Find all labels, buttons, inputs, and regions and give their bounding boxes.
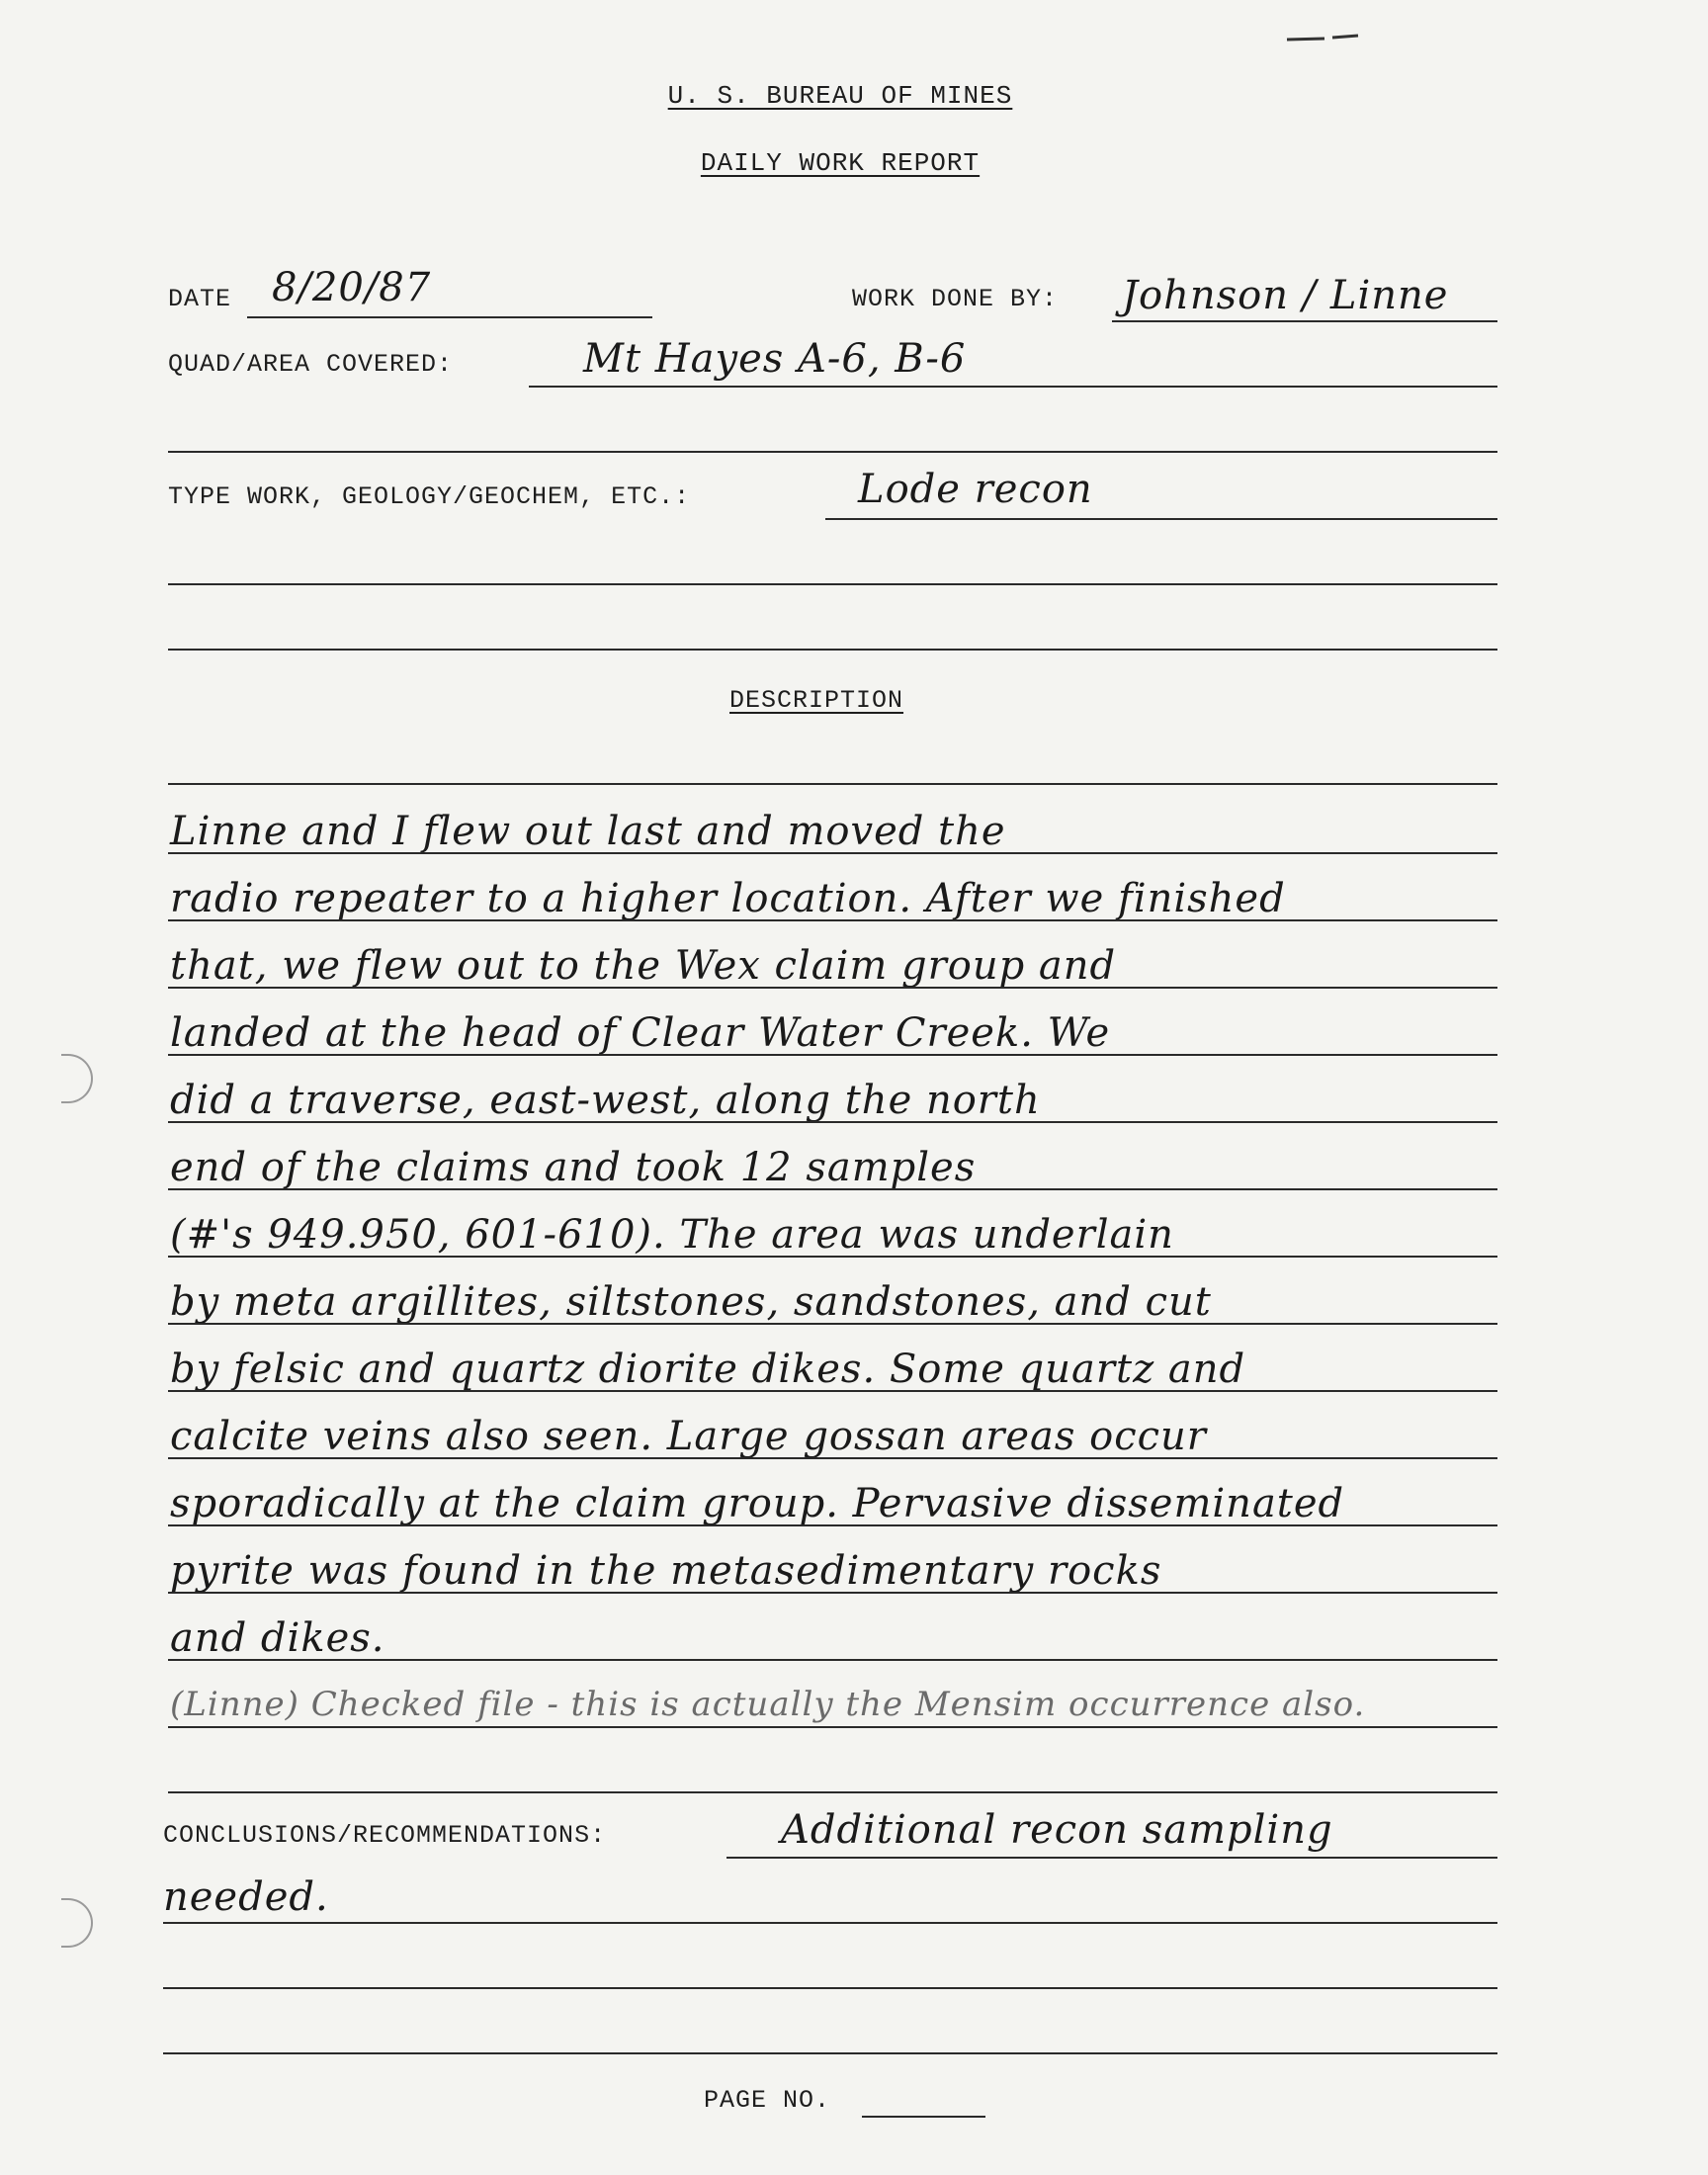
report-title: DAILY WORK REPORT [700, 148, 981, 178]
conclusions-label: CONCLUSIONS/RECOMMENDATIONS: [163, 1821, 607, 1850]
description-top-line [168, 783, 1497, 785]
rule-9 [168, 1390, 1497, 1392]
description-line-13: and dikes. [170, 1615, 385, 1661]
description-line-12: pyrite was found in the metasedimentary rocks [170, 1548, 1162, 1594]
agency-title: U. S. BUREAU OF MINES [667, 81, 1013, 111]
type-work-label: TYPE WORK, GEOLOGY/GEOCHEM, ETC.: [168, 482, 691, 511]
description-note: (Linne) Checked file - this is actually the Mensim occurrence also. [170, 1685, 1366, 1724]
type-work-line-2 [168, 583, 1497, 585]
description-line-8: by meta argillites, siltstones, sandstones, and cut [170, 1279, 1212, 1325]
rule-7 [168, 1256, 1497, 1258]
description-line-2: radio repeater to a higher location. After we finished [170, 876, 1286, 921]
page-number-line [862, 2116, 985, 2118]
rule-6 [168, 1188, 1497, 1190]
rule-11 [168, 1524, 1497, 1526]
rule-19 [163, 2052, 1497, 2054]
rule-8 [168, 1323, 1497, 1325]
binder-hole-top [61, 1054, 93, 1103]
description-line-6: end of the claims and took 12 samples [170, 1145, 977, 1190]
rule-1 [168, 852, 1497, 854]
work-done-by-value: Johnson / Linne [1122, 273, 1449, 318]
type-work-value: Lode recon [858, 467, 1093, 512]
description-line-11: sporadically at the claim group. Pervasive disseminated [170, 1481, 1345, 1526]
quad-line [529, 386, 1497, 388]
description-line-1: Linne and I flew out last and moved the [170, 809, 1006, 854]
work-done-by-line [1112, 320, 1497, 322]
description-heading: DESCRIPTION [729, 686, 904, 715]
rule-18 [163, 1987, 1497, 1989]
description-line-7: (#'s 949.950, 601-610). The area was underlain [170, 1212, 1174, 1258]
rule-16 [726, 1857, 1497, 1859]
rule-13 [168, 1659, 1497, 1661]
rule-14 [168, 1726, 1497, 1728]
quad-line-2 [168, 451, 1497, 453]
quad-label: QUAD/AREA COVERED: [168, 350, 454, 379]
rule-4 [168, 1054, 1497, 1056]
quad-value: Mt Hayes A-6, B-6 [583, 336, 967, 382]
rule-2 [168, 919, 1497, 921]
page-number-label: PAGE NO. [704, 2086, 831, 2115]
type-work-line-3 [168, 649, 1497, 651]
conclusions-line-2: needed. [163, 1874, 329, 1920]
date-value: 8/20/87 [272, 265, 432, 310]
description-line-5: did a traverse, east-west, along the north [170, 1078, 1041, 1123]
rule-17 [163, 1922, 1497, 1924]
date-label: DATE [168, 285, 232, 313]
corner-pen-mark [1285, 30, 1360, 40]
description-line-9: by felsic and quartz diorite dikes. Some quartz and [170, 1347, 1246, 1392]
work-done-by-label: WORK DONE BY: [852, 285, 1059, 313]
description-line-10: calcite veins also seen. Large gossan areas occur [170, 1414, 1207, 1459]
rule-12 [168, 1592, 1497, 1594]
rule-15 [168, 1791, 1497, 1793]
conclusions-line-1: Additional recon sampling [781, 1807, 1333, 1853]
binder-hole-bottom [61, 1898, 93, 1948]
description-line-3: that, we flew out to the Wex claim group and [170, 943, 1117, 989]
rule-5 [168, 1121, 1497, 1123]
rule-10 [168, 1457, 1497, 1459]
date-line [247, 316, 652, 318]
rule-3 [168, 987, 1497, 989]
type-work-line [825, 518, 1497, 520]
description-line-4: landed at the head of Clear Water Creek. We [170, 1010, 1111, 1056]
